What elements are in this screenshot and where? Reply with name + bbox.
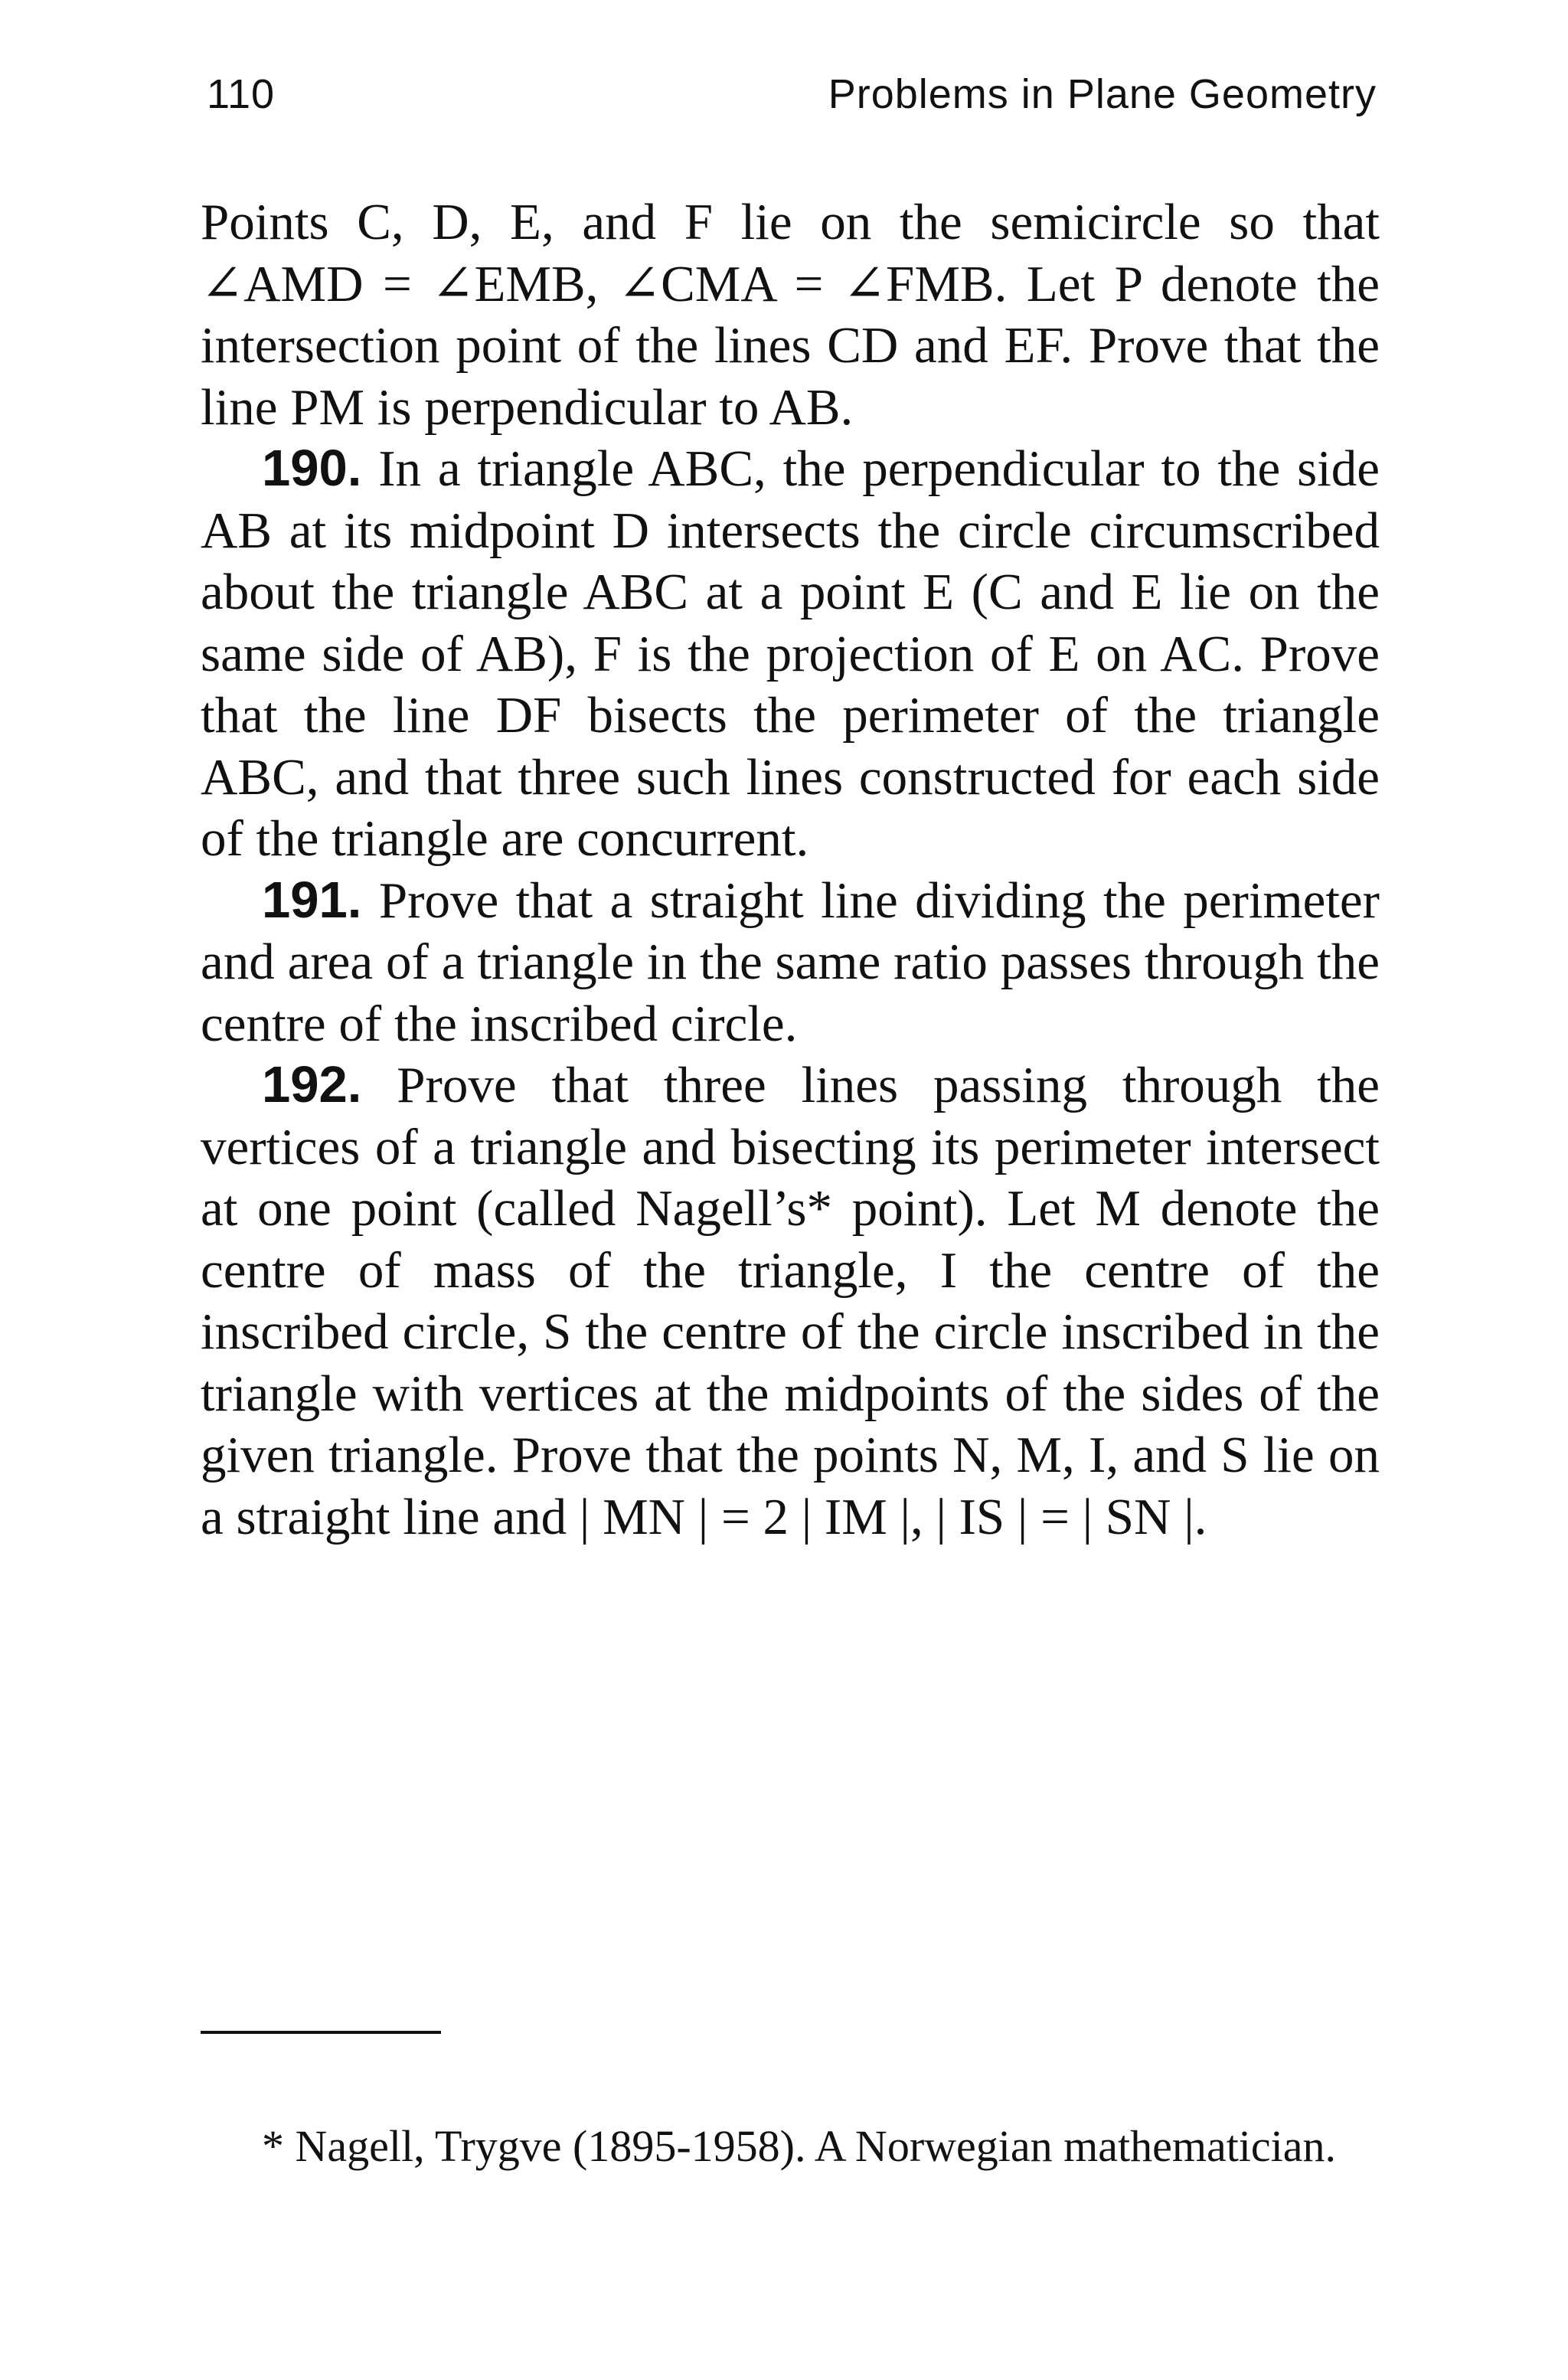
problem-text: Prove that a straight line dividing the perimeter and area of a triangle in the same ratio passes through the centre of the inscribed circle. (201, 871, 1380, 1052)
footnote (201, 2121, 1372, 2172)
footnote-divider (201, 2031, 441, 2034)
problem-number: 192. (262, 1056, 362, 1113)
page-number: 110 (207, 71, 276, 117)
problem-189-continuation: Points C, D, E, and F lie on the semicircle so that ∠AMD = ∠EMB, ∠CMA = ∠FMB. Let P denote the intersection point of the lines CD and EF. Prove that the line PM is perpendicular to AB. (201, 194, 1380, 436)
page-header (207, 70, 1377, 132)
problem-number: 190. (262, 440, 362, 497)
running-title: Problems in Plane Geometry (828, 71, 1377, 117)
footnote-text: * Nagell, Trygve (1895-1958). A Norwegian mathematician. (262, 2121, 1337, 2171)
problem-191 (201, 870, 1380, 1055)
problem-text: Prove that three lines passing through the vertices of a triangle and bisecting its perimeter intersect at one point (called Nagell’s* point). Let M denote the centre of mass of the triangle, I the centre of the inscribed circle, S the centre of the circle inscribed in the triangle with vertices at the midpoints of the sides of the given triangle. Prove that the points N, M, I, and S lie on a straight line and | MN | = 2 | IM |, | IS | = | SN |. (201, 1057, 1380, 1545)
problem-190 (201, 438, 1380, 870)
problem-text: In a triangle ABC, the perpendicular to the side AB at its midpoint D intersects the circle circumscribed about the triangle ABC at a point E (C and E lie on the same side of AB), F is the projection of E on AC. Prove that the line DF bisects the perimeter of the triangle ABC, and that three such lines constructed for each side of the triangle are concurrent. (201, 440, 1380, 867)
problem-192 (201, 1054, 1380, 1548)
main-text (201, 191, 1380, 1548)
problem-number: 191. (262, 871, 362, 929)
